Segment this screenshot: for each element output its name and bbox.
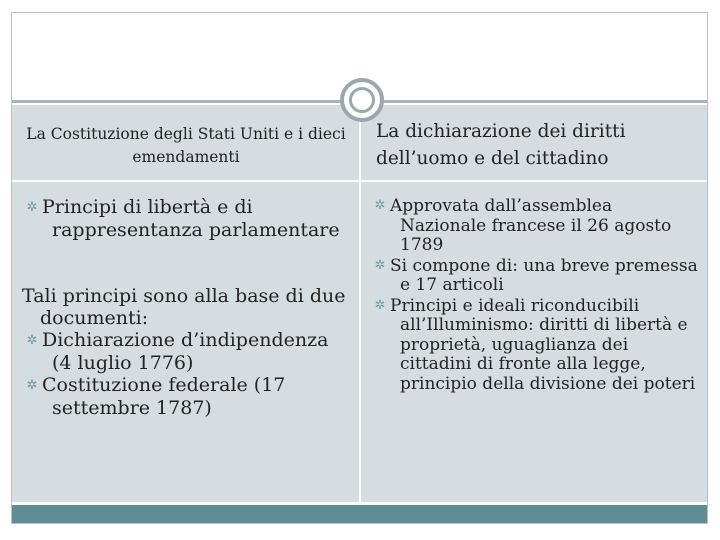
left-column-heading: La Costituzione degli Stati Uniti e i dieci emendamenti [26,125,346,166]
leaf-bullet-icon: ✲ [374,257,386,273]
paragraph-text [22,285,352,329]
list-item-text: Principi e ideali riconducibili all’Illuminismo: diritti di libertà e proprietà, uguaglianza dei cittadini di fronte alla legge, principio della divisione dei poteri [390,295,696,394]
ring-icon [340,78,384,122]
leaf-bullet-icon: ✲ [26,333,38,348]
right-column-content [370,196,700,394]
list-item [370,296,700,395]
list-item [22,374,352,419]
left-column-content [22,196,352,419]
paragraph-text-content: Tali principi sono alla base di due documenti: [22,285,346,329]
list-item [370,196,700,256]
list-item-text: Approvata dall’assemblea Nazionale francese il 26 agosto 1789 [390,196,672,255]
list-item-text: Principi di libertà e di rappresentanza parlamentare [42,196,340,241]
leaf-bullet-icon: ✲ [374,198,386,213]
list-item [22,329,352,374]
leaf-bullet-icon: ✲ [374,297,386,313]
list-item [370,256,700,296]
leaf-bullet-icon: ✲ [26,200,38,215]
list-item-text: Dichiarazione d’indipendenza (4 luglio 1776) [42,329,329,374]
leaf-bullet-icon: ✲ [26,378,38,393]
list-item [22,196,352,241]
right-column-heading: La dichiarazione dei diritti dell’uomo e del cittadino [376,121,626,169]
footer-bar [12,505,707,523]
list-item-text: Costituzione federale (17 settembre 1787) [42,374,286,419]
list-item-text: Si compone di: una breve premessa e 17 articoli [390,255,698,295]
spacer [22,241,352,285]
ring-inner [349,87,375,113]
